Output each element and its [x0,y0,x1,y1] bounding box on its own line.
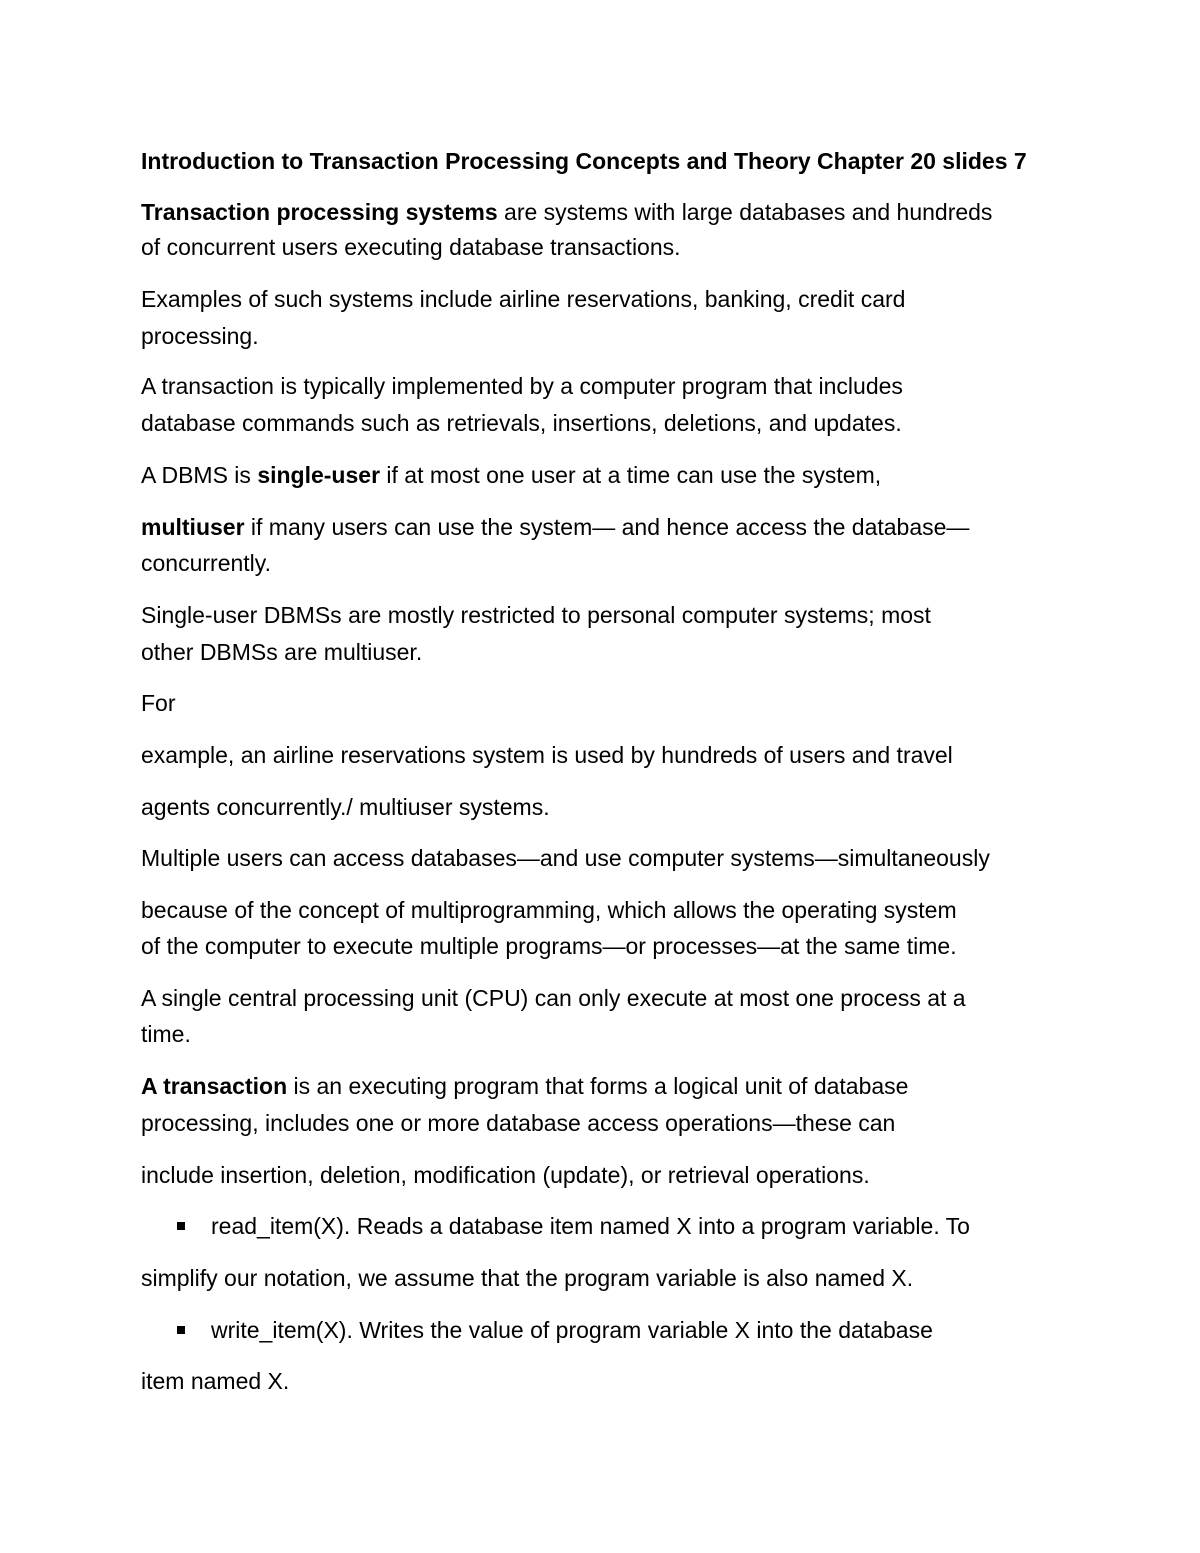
paragraph-tps-line1 [141,197,992,227]
paragraph-examples-line2: processing. [141,323,259,349]
paragraph-transaction-line1: A transaction is typically implemented by a computer program that includes [141,373,903,399]
text-run: A DBMS is [141,462,258,488]
paragraph-a-transaction-line1 [141,1071,908,1101]
bold-term: single-user [257,462,381,488]
paragraph-examples-line1: Examples of such systems include airline reservations, banking, credit card [141,286,906,312]
list-item [141,1211,1101,1241]
list-item-text: read_item(X). Reads a database item named X into a program variable. To [211,1213,970,1239]
paragraph-for: For [141,690,176,716]
paragraph-cpu-line1: A single central processing unit (CPU) can only execute at most one process at a [141,985,966,1011]
text-run: are systems with large databases and hundreds [497,199,993,225]
paragraph-multiprogramming-line1: because of the concept of multiprogramming, which allows the operating system [141,897,957,923]
square-bullet-icon [177,1222,185,1230]
paragraph-operations: include insertion, deletion, modification (update), or retrieval operations. [141,1162,870,1188]
paragraph-transaction-line2: database commands such as retrievals, insertions, deletions, and updates. [141,410,902,436]
paragraph-example-airline: example, an airline reservations system is used by hundreds of users and travel [141,742,953,768]
paragraph-single-user-dbms-line2: other DBMSs are multiuser. [141,639,423,665]
text-run: is an executing program that forms a logical unit of database [287,1073,909,1099]
list-item-continuation: simplify our notation, we assume that the program variable is also named X. [141,1265,914,1291]
paragraph-multiprogramming-line2: of the computer to execute multiple programs—or processes—at the same time. [141,933,957,959]
text-run: if many users can use the system— and hence access the database— [244,514,970,540]
list-item-text: write_item(X). Writes the value of program variable X into the database [211,1317,933,1343]
list-item-continuation: item named X. [141,1368,290,1394]
square-bullet-icon [177,1326,185,1334]
document-title: Introduction to Transaction Processing Concepts and Theory Chapter 20 slides 7 [141,148,1027,174]
paragraph-tps-line2: of concurrent users executing database transactions. [141,234,681,260]
paragraph-cpu-line2: time. [141,1021,191,1047]
paragraph-a-transaction-line2: processing, includes one or more database access operations—these can [141,1110,896,1136]
bold-term: multiuser [141,514,245,540]
bold-term: A transaction [141,1073,288,1099]
paragraph-multiuser-line1 [141,512,969,542]
paragraph-single-user [141,460,881,490]
paragraph-single-user-dbms-line1: Single-user DBMSs are mostly restricted to personal computer systems; most [141,602,931,628]
paragraph-multiuser-line2: concurrently. [141,550,271,576]
bold-term: Transaction processing systems [141,199,498,225]
list-item [141,1315,1101,1345]
paragraph-agents: agents concurrently./ multiuser systems. [141,794,550,820]
text-run: if at most one user at a time can use the system, [380,462,882,488]
paragraph-multiple-users: Multiple users can access databases—and use computer systems—simultaneously [141,845,990,871]
